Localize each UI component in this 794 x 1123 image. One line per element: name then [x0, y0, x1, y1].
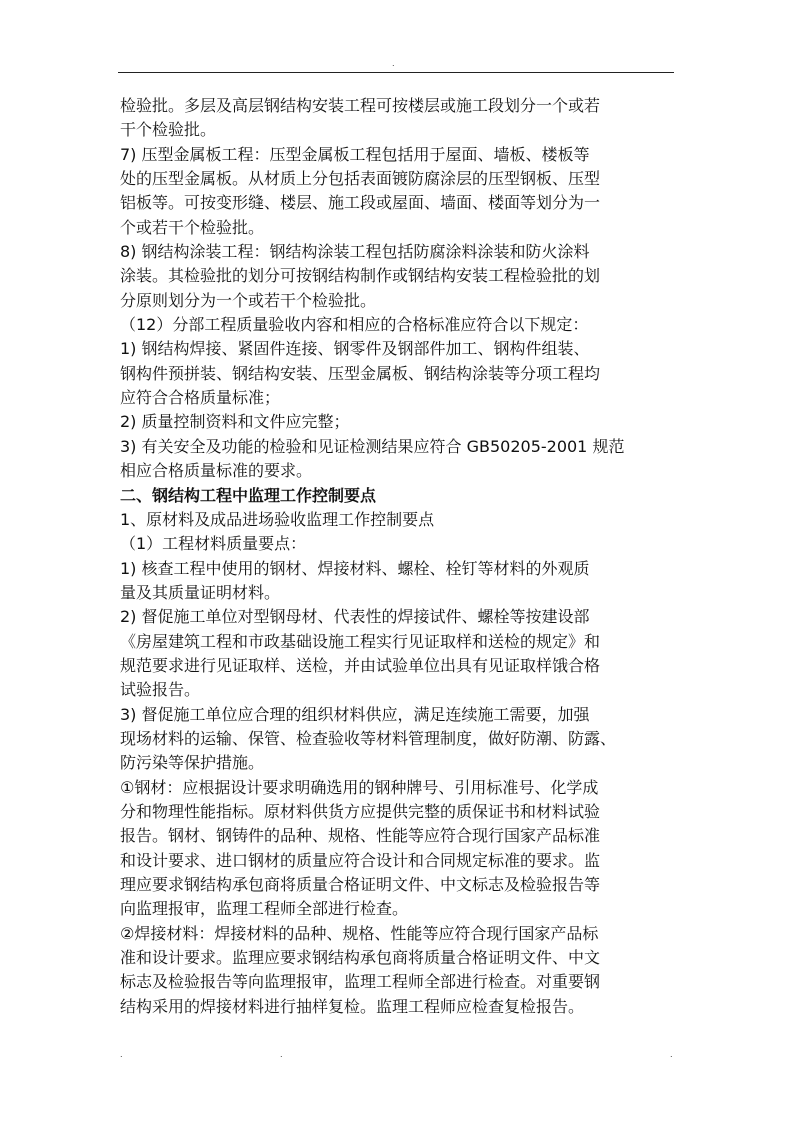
text-line: 1) 核查工程中使用的钢材、焊接材料、螺栓、栓钉等材料的外观质: [120, 558, 590, 578]
text-line: 准和设计要求。监理应要求钢结构承包商将质量合格证明文件、中文: [120, 948, 601, 968]
text-line: 检验批。多层及高层钢结构安装工程可按楼层或施工段划分一个或若: [120, 96, 601, 115]
text-line: 钢构件预拼装、钢结构安装、压型金属板、钢结构涂装等分项工程均: [120, 363, 601, 383]
text-line: 试验报告。: [120, 680, 201, 700]
text-line: 向监理报审，监理工程师全部进行检查。: [120, 899, 409, 919]
body-text: [120, 94, 676, 1019]
text-line: 量及其质量证明材料。: [120, 582, 281, 602]
text-line: ①钢材：应根据设计要求明确选用的钢种牌号、引用标准号、化学成: [120, 777, 599, 797]
text-line: 和设计要求、进口钢材的质量应符合设计和合同规定标准的要求。监: [120, 850, 601, 870]
text-line: 铝板等。可按变形缝、楼层、施工段或屋面、墙面、楼面等划分为一: [120, 193, 601, 213]
text-line: 处的压型金属板。从材质上分包括表面镀防腐涂层的压型钢板、压型: [120, 169, 601, 189]
text-line: 1) 钢结构焊接、紧固件连接、钢零件及钢部件加工、钢构件组装、: [120, 339, 590, 359]
text-line: 3) 督促施工单位应合理的组织材料供应，满足连续施工需要，加强: [120, 704, 590, 724]
header-mark: .: [392, 59, 395, 68]
text-line: 涂装。其检验批的划分可按钢结构制作或钢结构安装工程检验批的划: [120, 266, 601, 286]
text-line: 防污染等保护措施。: [120, 753, 265, 773]
text-line: 个或若干个检验批。: [120, 217, 265, 237]
text-line: 1、原材料及成品进场验收监理工作控制要点: [120, 509, 435, 529]
text-line: 应符合合格质量标准；: [120, 388, 281, 408]
text-line: 7) 压型金属板工程：压型金属板工程包括用于屋面、墙板、楼板等: [120, 144, 590, 164]
text-line: ②焊接材料：焊接材料的品种、规格、性能等应符合现行国家产品标: [120, 923, 599, 943]
text-line: 报告。钢材、钢铸件的品种、规格、性能等应符合现行国家产品标准: [120, 826, 601, 846]
text-line: 标志及检验报告等向监理报审，监理工程师全部进行检查。对重要钢: [120, 972, 601, 992]
text-line: 现场材料的运输、保管、检查验收等材料管理制度，做好防潮、防露、: [120, 728, 617, 748]
text-line: 结构采用的焊接材料进行抽样复检。监理工程师应检查复检报告。: [120, 996, 585, 1016]
text-line: 规范要求进行见证取样、送检，并由试验单位出具有见证取样饿合格: [120, 655, 601, 675]
section-heading: 二、钢结构工程中监理工作控制要点: [120, 485, 377, 505]
footer-mark: .: [280, 1050, 283, 1059]
footer-mark: .: [120, 1050, 123, 1059]
text-line: 相应合格质量标准的要求。: [120, 461, 313, 481]
text-line: 干个检验批。: [120, 120, 217, 140]
text-line: （1）工程材料质量要点：: [120, 534, 307, 554]
text-line: 《房屋建筑工程和市政基础设施工程实行见证取样和送检的规定》和: [120, 631, 601, 651]
text-line: 分原则划分为一个或若干个检验批。: [120, 290, 377, 310]
text-line: 3) 有关安全及功能的检验和见证检测结果应符合 GB50205-2001 规范: [120, 436, 625, 456]
header-rule: [118, 72, 674, 73]
text-line: （12）分部工程质量验收内容和相应的合格标准应符合以下规定：: [120, 315, 589, 335]
text-line: 2) 质量控制资料和文件应完整；: [120, 412, 350, 432]
text-line: 分和物理性能指标。原材料供货方应提供完整的质保证书和材料试验: [120, 801, 601, 821]
footer-mark: .: [670, 1050, 673, 1059]
text-line: 理应要求钢结构承包商将质量合格证明文件、中文标志及检验报告等: [120, 875, 601, 894]
text-line: 2) 督促施工单位对型钢母材、代表性的焊接试件、螺栓等按建设部: [120, 607, 590, 627]
text-line: 8) 钢结构涂装工程：钢结构涂装工程包括防腐涂料涂装和防火涂料: [120, 242, 590, 262]
